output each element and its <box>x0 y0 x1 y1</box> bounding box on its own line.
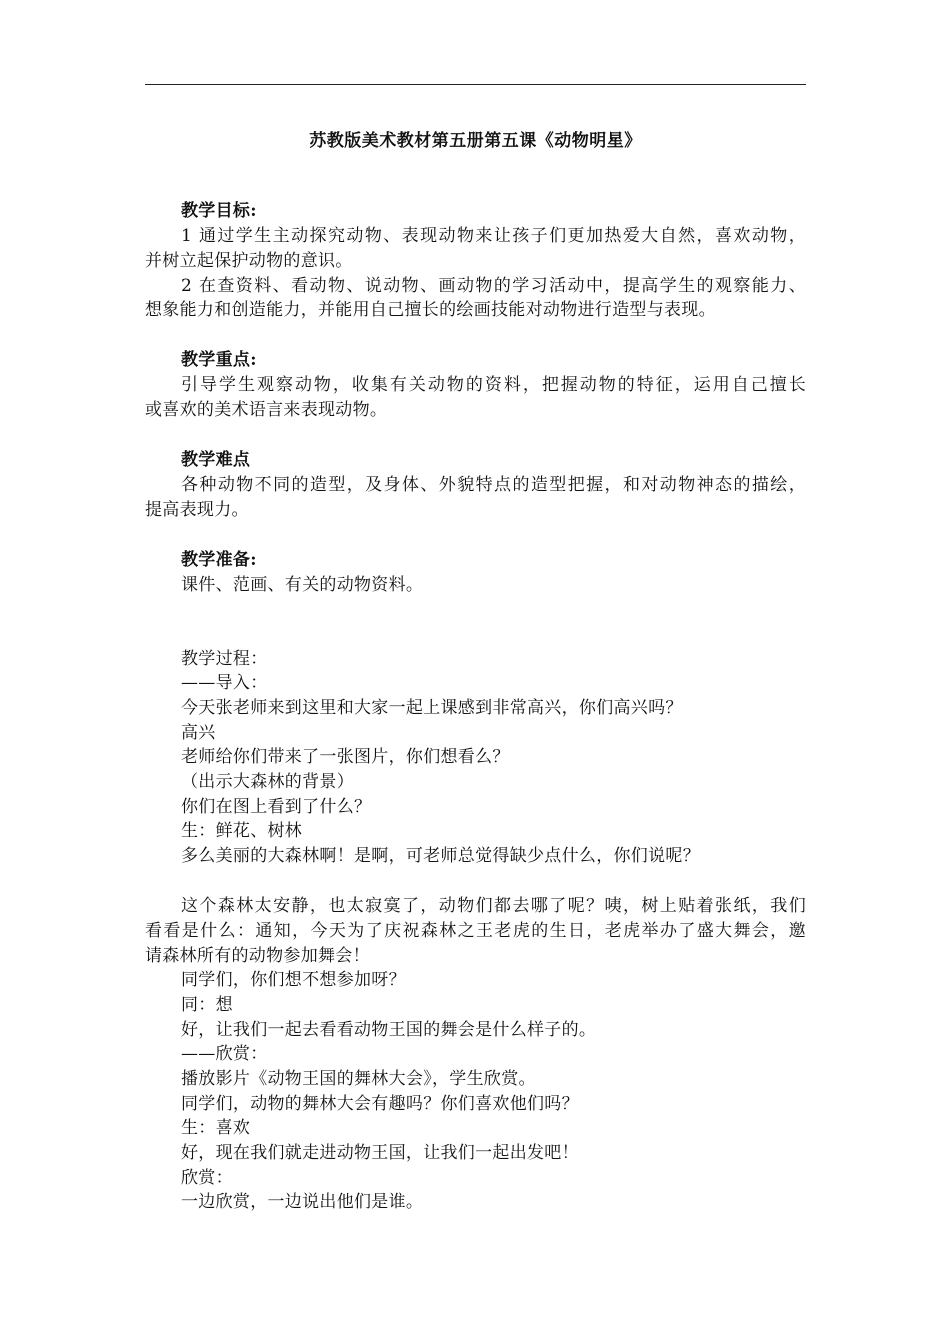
difficulties-heading: 教学难点 <box>181 450 251 470</box>
process-line: 生：喜欢 <box>181 1118 251 1138</box>
key-points-line-2: 或喜欢的美术语言来表现动物。 <box>145 400 388 420</box>
key-points-line-1: 引导学生观察动物，收集有关动物的资料，把握动物的特征，运用自己擅长 <box>181 375 806 395</box>
process-line: 欣赏： <box>181 1168 233 1188</box>
preparation-line-1: 课件、范画、有关的动物资料。 <box>181 575 424 595</box>
process-line: 今天张老师来到这里和大家一起上课感到非常高兴，你们高兴吗？ <box>181 698 683 718</box>
header-rule <box>145 84 806 85</box>
preparation-heading: 教学准备: <box>181 550 257 570</box>
difficulties-line-2: 提高表现力。 <box>145 500 249 520</box>
objective-1-line-2: 并树立起保护动物的意识。 <box>145 251 353 271</box>
process-line: 一边欣赏，一边说出他们是谁。 <box>181 1192 424 1212</box>
process-paragraph-line-3: 请森林所有的动物参加舞会！ <box>145 946 370 966</box>
process-heading: 教学过程： <box>181 649 268 669</box>
process-appreciation-label: ——欣赏： <box>181 1044 268 1064</box>
process-line: 你们在图上看到了什么？ <box>181 797 372 817</box>
process-line: 播放影片《动物王国的舞林大会》，学生欣赏。 <box>181 1069 536 1089</box>
process-line: 同学们，你们想不想参加呀？ <box>181 970 406 990</box>
process-line: 同学们，动物的舞林大会有趣吗？你们喜欢他们吗？ <box>181 1094 579 1114</box>
process-line: （出示大森林的背景） <box>181 772 354 792</box>
objective-1-line-1: 1 通过学生主动探究动物、表现动物来让孩子们更加热爱大自然，喜欢动物， <box>181 226 806 246</box>
process-line: 多么美丽的大森林啊！是啊，可老师总觉得缺少点什么，你们说呢？ <box>181 846 700 866</box>
process-paragraph-line-1: 这个森林太安静，也太寂寞了，动物们都去哪了呢？咦，树上贴着张纸，我们 <box>181 896 806 916</box>
process-line: 好，现在我们就走进动物王国，让我们一起出发吧！ <box>181 1143 579 1163</box>
page-title: 苏教版美术教材第五册第五课《动物明星》 <box>309 131 642 151</box>
process-line: 老师给你们带来了一张图片，你们想看么？ <box>181 747 510 767</box>
process-intro-label: ——导入： <box>181 673 268 693</box>
objectives-heading: 教学目标: <box>181 201 257 221</box>
process-line: 高兴 <box>181 723 216 743</box>
process-line: 生：鲜花、树林 <box>181 821 303 841</box>
process-line: 好，让我们一起去看看动物王国的舞会是什么样子的。 <box>181 1020 597 1040</box>
process-line: 同：想 <box>181 995 233 1015</box>
difficulties-line-1: 各种动物不同的造型，及身体、外貌特点的造型把握，和对动物神态的描绘， <box>181 475 806 495</box>
objective-2-line-2: 想象能力和创造能力，并能用自己擅长的绘画技能对动物进行造型与表现。 <box>145 300 716 320</box>
process-paragraph-line-2: 看看是什么：通知，今天为了庆祝森林之王老虎的生日，老虎举办了盛大舞会，邀 <box>145 921 806 941</box>
key-points-heading: 教学重点: <box>181 350 257 370</box>
objective-2-line-1: 2 在查资料、看动物、说动物、画动物的学习活动中，提高学生的观察能力、 <box>181 276 806 296</box>
